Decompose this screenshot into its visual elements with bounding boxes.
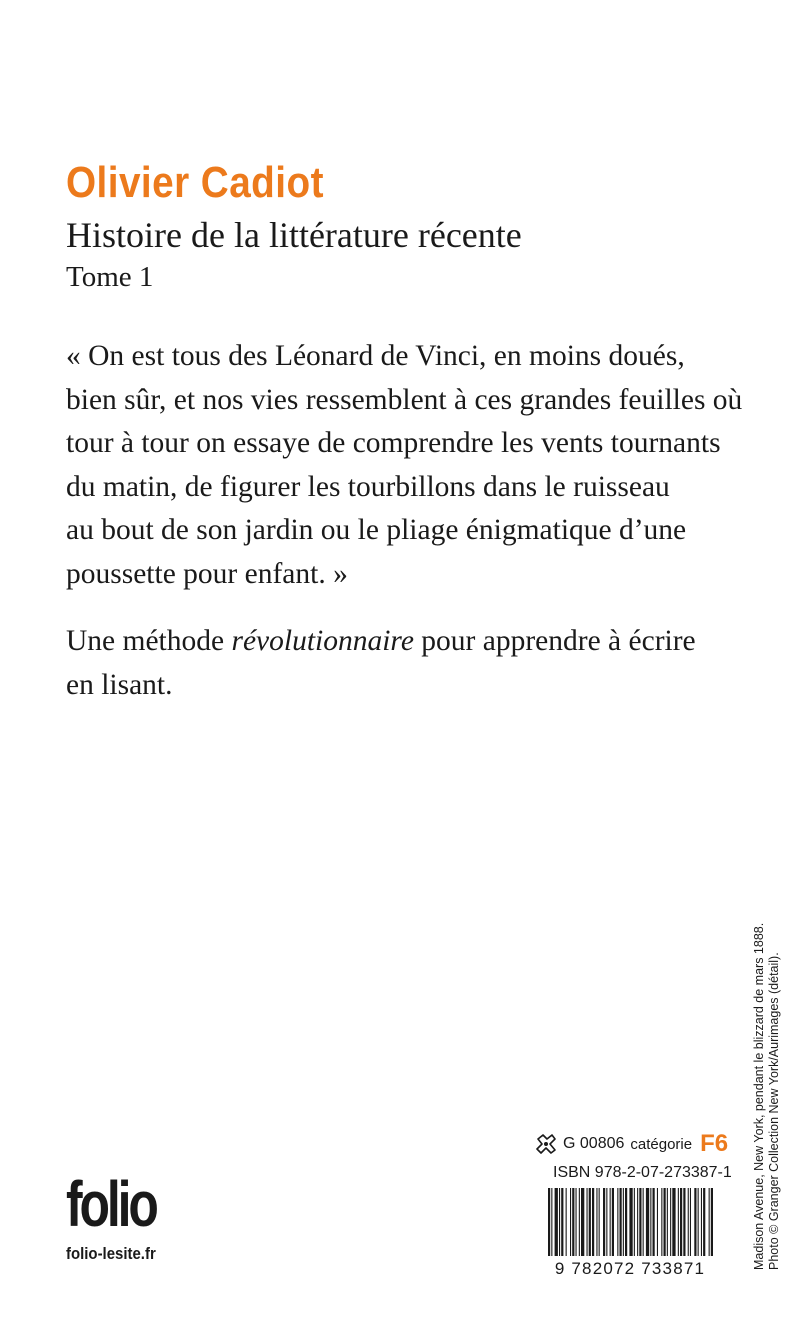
quote-line: tour à tour on essaye de comprendre les vents tournants [66, 427, 721, 459]
catalog-code: G 00806 [563, 1135, 625, 1152]
pitch-text-before: Une méthode [66, 625, 232, 657]
barcode-bar [646, 1188, 649, 1256]
barcode-bar [678, 1188, 679, 1256]
barcode-bar [592, 1188, 594, 1256]
barcode-bar [610, 1188, 611, 1256]
barcode-bar [701, 1188, 702, 1256]
barcode-bar [576, 1188, 577, 1256]
barcode-bar [653, 1188, 655, 1256]
barcode-bar [670, 1188, 671, 1256]
publisher-website: folio-lesite.fr [66, 1244, 156, 1263]
barcode-bar [606, 1188, 607, 1256]
barcode-bar [688, 1188, 689, 1256]
book-title: Histoire de la littérature récente [66, 215, 522, 255]
catalog-code-row [535, 1130, 728, 1158]
barcode-bar [661, 1188, 662, 1256]
quote-line: poussette pour enfant. » [66, 557, 348, 590]
barcode-bar [589, 1188, 591, 1256]
barcode-bar [690, 1188, 691, 1256]
barcode-bar [643, 1188, 644, 1256]
barcode-bar [596, 1188, 597, 1256]
photo-credit-line-1: Madison Avenue, New York, pendant le blizzard de mars 1888. [752, 922, 766, 1270]
barcode-bar [551, 1188, 552, 1256]
pitch-emphasis: révolutionnaire [231, 625, 414, 657]
barcode-bar [711, 1188, 713, 1256]
barcode-bar [579, 1188, 580, 1256]
barcode-bar [683, 1188, 685, 1256]
barcode-bar [709, 1188, 710, 1256]
barcode-bar [581, 1188, 584, 1256]
barcode-bar [657, 1188, 658, 1256]
barcode-bar [703, 1188, 705, 1256]
quote-line: du matin, de figurer les tourbillons dans le ruisseau [66, 470, 670, 503]
barcode-bar [570, 1188, 571, 1256]
barcode-bar [559, 1188, 560, 1256]
photo-credit-line-2: Photo © Granger Collection New York/Aurimages (détail). [767, 952, 781, 1270]
barcode-bar [555, 1188, 558, 1256]
barcode-bar [650, 1188, 651, 1256]
barcode-bar [566, 1188, 567, 1256]
pitch-text-after: pour apprendre à écrire [413, 625, 696, 657]
barcode-bars [548, 1188, 713, 1256]
author-name: Olivier Cadiot [66, 158, 324, 207]
barcode-bar [612, 1188, 614, 1256]
barcode-bar [637, 1188, 638, 1256]
isbn-label: ISBN 978-2-07-273387-1 [553, 1164, 732, 1181]
barcode-bar [623, 1188, 624, 1256]
quote-line: au bout de son jardin ou le pliage énigmatique d’une [66, 514, 687, 546]
barcode-bar [667, 1188, 668, 1256]
volume-label: Tome 1 [66, 261, 154, 293]
barcode-bar [634, 1188, 635, 1256]
barcode-bar [620, 1188, 622, 1256]
photo-credit [752, 922, 796, 1270]
pitch-line-2: en lisant. [66, 668, 173, 701]
quote-line: bien sûr, et nos vies ressemblent à ces grandes feuilles où [66, 383, 743, 416]
back-cover-quote [66, 335, 756, 596]
barcode-bar [698, 1188, 699, 1256]
barcode-bar [639, 1188, 641, 1256]
barcode-bar [694, 1188, 696, 1256]
barcode-bar [629, 1188, 632, 1256]
pitch-line-1 [66, 620, 756, 664]
barcode-digits: 9 782072 733871 [554, 1259, 706, 1278]
barcode-bar [672, 1188, 675, 1256]
isbn-barcode [540, 1188, 720, 1278]
barcode-bar [587, 1188, 588, 1256]
quote-line: « On est tous des Léonard de Vinci, en moins doués, [66, 340, 685, 372]
barcode-bar [617, 1188, 618, 1256]
barcode-bar [548, 1188, 550, 1256]
barcode-bar [625, 1188, 627, 1256]
barcode-bar [599, 1188, 600, 1256]
barcode-bar [561, 1188, 563, 1256]
barcode-bar [572, 1188, 574, 1256]
barcode-bar [680, 1188, 682, 1256]
folio-logo: folio [66, 1168, 156, 1240]
barcode-bar [603, 1188, 605, 1256]
book-pitch [66, 620, 756, 707]
barcode-bar [664, 1188, 666, 1256]
category-code: F6 [700, 1130, 729, 1157]
category-label: catégorie [630, 1135, 693, 1153]
gallimard-mark-icon [535, 1133, 557, 1155]
